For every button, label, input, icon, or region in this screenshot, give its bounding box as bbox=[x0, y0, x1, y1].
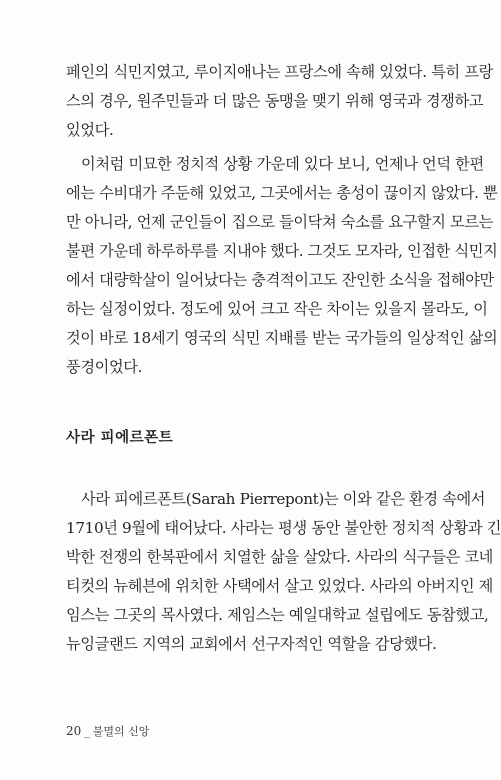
text-line: 사라 피에르폰트(Sarah Pierrepont)는 이와 같은 환경 속에서 bbox=[81, 490, 486, 508]
text-line: 하는 실정이었다. 정도에 있어 크고 작은 차이는 있을지 몰라도, 이 bbox=[66, 300, 488, 318]
text-line: 이처럼 미묘한 정치적 상황 가운데 있다 보니, 언제나 언덕 한편 bbox=[81, 155, 484, 173]
text-line: 만 아니라, 언제 군인들이 집으로 들이닥쳐 숙소를 요구할지 모르는 bbox=[66, 213, 493, 231]
page-number: 20 bbox=[66, 724, 82, 738]
text-line: 것이 바로 18세기 영국의 식민 지배를 받는 국가들의 일상적인 삶의 bbox=[66, 329, 498, 347]
text-line: 불편 가운데 하루하루를 지내야 했다. 그것도 모자라, 인접한 식민지 bbox=[66, 242, 498, 260]
paragraph-2 bbox=[66, 150, 498, 382]
text-line: 스의 경우, 원주민들과 더 많은 동맹을 맺기 위해 영국과 경쟁하고 bbox=[66, 92, 484, 110]
book-title: 불멸의 신앙 bbox=[92, 725, 150, 738]
text-line: 에는 수비대가 주둔해 있었고, 그곳에서는 총성이 끊이지 않았다. 뿐 bbox=[66, 184, 498, 202]
footer-separator: _ bbox=[84, 725, 90, 738]
text-line: 티컷의 뉴헤븐에 위치한 사택에서 살고 있었다. 사라의 아버지인 제 bbox=[66, 577, 493, 595]
text-line: 임스는 그곳의 목사였다. 제임스는 예일대학교 설립에도 동참했고, bbox=[66, 606, 489, 624]
text-line: 박한 전쟁의 한복판에서 치열한 삶을 살았다. 사라의 식구들은 코네 bbox=[66, 548, 493, 566]
section-heading: 사라 피에르폰트 bbox=[66, 430, 174, 446]
text-line: 뉴잉글랜드 지역의 교회에서 선구자적인 역할을 감당했다. bbox=[66, 635, 437, 653]
text-line: 풍경이었다. bbox=[66, 358, 143, 376]
text-line: 1710년 9월에 태어났다. 사라는 평생 동안 불안한 정치적 상황과 긴 bbox=[66, 519, 501, 537]
text-line: 에서 대량학살이 일어났다는 충격적이고도 잔인한 소식을 접해야만 bbox=[66, 271, 494, 289]
paragraph-1 bbox=[66, 58, 493, 145]
text-line: 페인의 식민지였고, 루이지애나는 프랑스에 속해 있었다. 특히 프랑 bbox=[66, 63, 493, 81]
paragraph-3 bbox=[66, 485, 501, 659]
text-line: 있었다. bbox=[66, 121, 114, 139]
page-footer bbox=[66, 723, 149, 739]
